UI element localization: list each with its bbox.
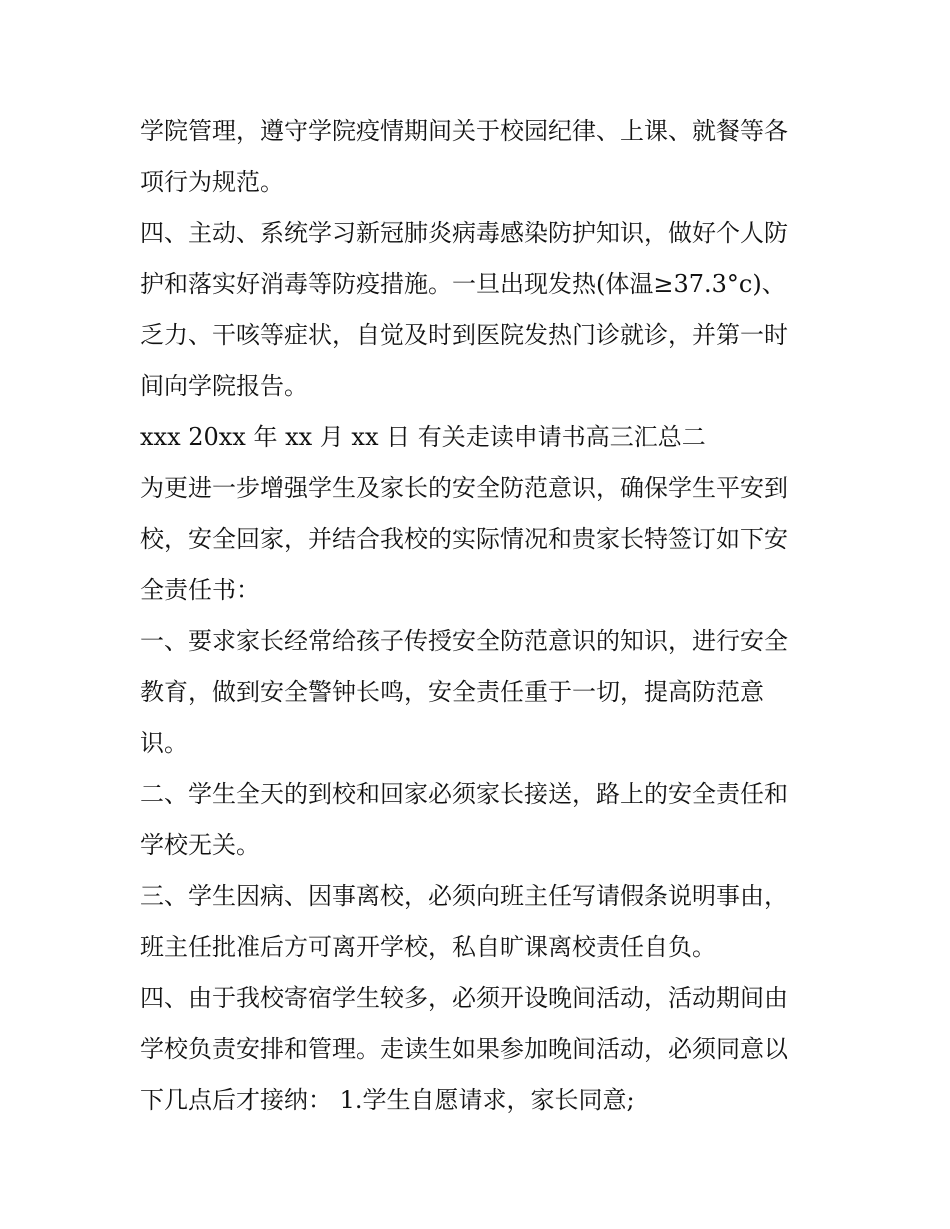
text-line: 班主任批准后方可离开学校，私自旷课离校责任自负。 [140,933,716,961]
text-line: 识。 [140,729,188,757]
text-line: 四、由于我校寄宿学生较多，必须开设晚间活动，活动期间由 [140,984,788,1012]
text-line: 学校负责安排和管理。走读生如果参加晚间活动，必须同意以 [140,1035,788,1063]
text-line: 三、学生因病、因事离校，必须向班主任写请假条说明事由， [140,882,788,910]
text-line: 四、主动、系统学习新冠肺炎病毒感染防护知识，做好个人防 [140,219,788,247]
text-line: 教育，做到安全警钟长鸣，安全责任重于一切，提高防范意 [140,678,764,706]
document-body [140,106,830,1126]
text-line: 项行为规范。 [140,168,284,196]
text-line: 校，安全回家，并结合我校的实际情况和贵家长特签订如下安 [140,525,788,553]
text-line: 下几点后才接纳： 1.学生自愿请求，家长同意; [140,1086,635,1114]
text-line: 二、学生全天的到校和回家必须家长接送，路上的安全责任和 [140,780,788,808]
text-line: 护和落实好消毒等防疫措施。一旦出现发热(体温≥37.3°c)、 [140,270,786,298]
text-line: 学院管理，遵守学院疫情期间关于校园纪律、上课、就餐等各 [140,117,788,145]
text-line: 一、要求家长经常给孩子传授安全防范意识的知识，进行安全 [140,627,788,655]
text-line: 间向学院报告。 [140,372,308,400]
text-line: 乏力、干咳等症状，自觉及时到医院发热门诊就诊，并第一时 [140,321,788,349]
text-line: 全责任书： [140,576,260,604]
text-line: 为更进一步增强学生及家长的安全防范意识，确保学生平安到 [140,474,788,502]
text-line: 学校无关。 [140,831,260,859]
section-heading: xxx 20xx 年 xx 月 xx 日 有关走读申请书高三汇总二 [140,423,706,451]
